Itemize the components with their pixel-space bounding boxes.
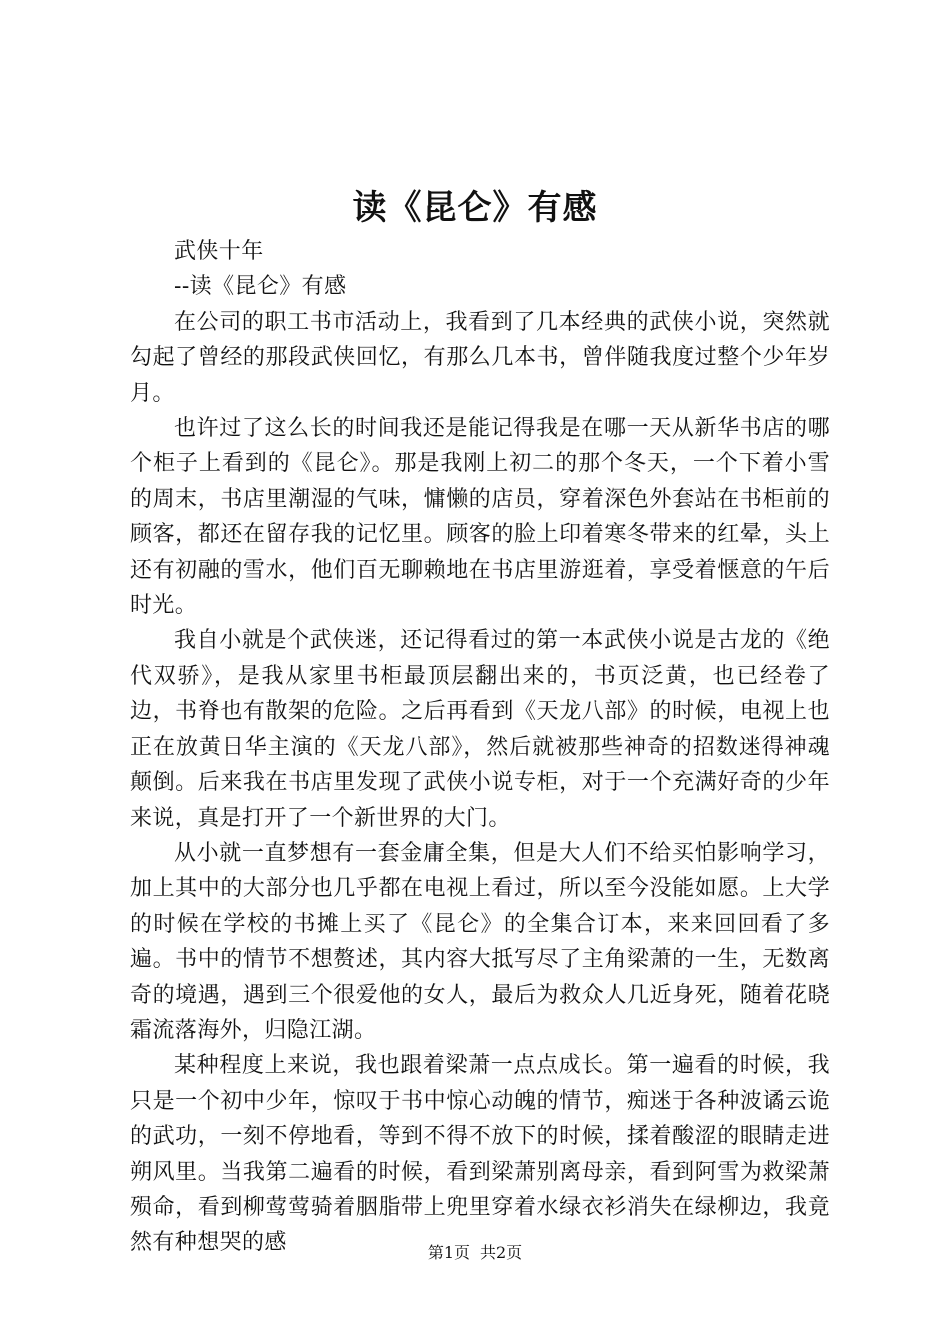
article-body bbox=[130, 234, 830, 1261]
page-number: 第1页 bbox=[427, 1243, 470, 1262]
paragraph: 也许过了这么长的时间我还是能记得我是在哪一天从新华书店的哪个柜子上看到的《昆仑》。那是我刚上初二的那个冬天，一个下着小雪的周末，书店里潮湿的气味，慵懒的店员，穿着深色外套站在书柜前的顾客，都还在留存我的记忆里。顾客的脸上印着寒冬带来的红晕，头上还有初融的雪水，他们百无聊赖地在书店里游逛着，享受着惬意的午后时光。 bbox=[130, 416, 830, 619]
page-total: 共2页 bbox=[480, 1243, 523, 1262]
paragraph: 某种程度上来说，我也跟着梁萧一点点成长。第一遍看的时候，我只是一个初中少年，惊叹于书中惊心动魄的情节，痴迷于各种波谲云诡的武功，一刻不停地看，等到不得不放下的时候，揉着酸涩的眼睛走进朔风里。当我第二遍看的时候，看到梁萧别离母亲，看到阿雪为救梁萧殒命，看到柳莺莺骑着胭脂带上兜里穿着水绿衣衫消失在绿柳边，我竟然有种想哭的感 bbox=[130, 1053, 830, 1256]
paragraph: 在公司的职工书市活动上，我看到了几本经典的武侠小说，突然就勾起了曾经的那段武侠回忆，有那么几本书，曾伴随我度过整个少年岁月。 bbox=[130, 309, 830, 406]
paragraph: 从小就一直梦想有一套金庸全集，但是大人们不给买怕影响学习，加上其中的大部分也几乎都在电视上看过，所以至今没能如愿。上大学的时候在学校的书摊上买了《昆仑》的全集合订本，来来回回看了多遍。书中的情节不想赘述，其内容大抵写尽了主角梁萧的一生，无数离奇的境遇，遇到三个很爱他的女人，最后为救众人几近身死，随着花晓霜流落海外，归隐江湖。 bbox=[130, 840, 830, 1043]
paragraph: 我自小就是个武侠迷，还记得看过的第一本武侠小说是古龙的《绝代双骄》，是我从家里书柜最顶层翻出来的，书页泛黄，也已经卷了边，书脊也有散架的危险。之后再看到《天龙八部》的时候，电视上也正在放黄日华主演的《天龙八部》，然后就被那些神奇的招数迷得神魂颠倒。后来我在书店里发现了武侠小说专柜，对于一个充满好奇的少年来说，真是打开了一个新世界的大门。 bbox=[130, 628, 830, 831]
page-title: 读《昆仑》有感 bbox=[352, 188, 598, 228]
page-footer bbox=[0, 1242, 950, 1264]
subtitle-line: --读《昆仑》有感 bbox=[174, 274, 347, 300]
subtitle-line: 武侠十年 bbox=[174, 239, 264, 264]
